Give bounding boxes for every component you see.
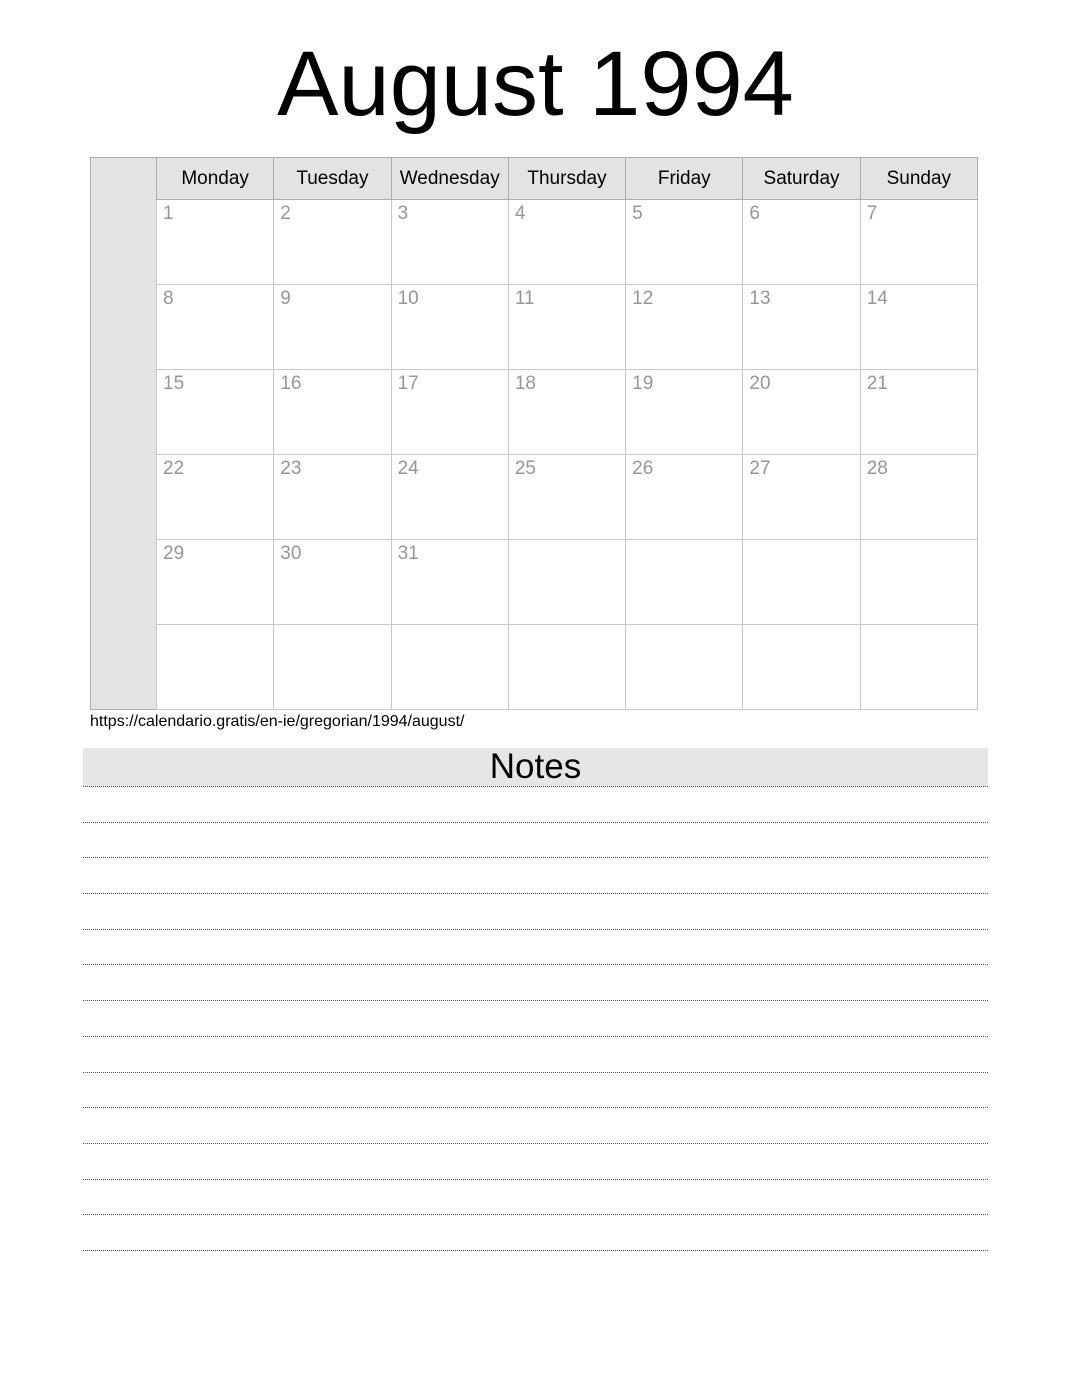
day-cell-8: 8	[157, 285, 274, 370]
note-line	[83, 930, 988, 966]
day-cell-empty	[860, 625, 977, 710]
weekday-header-sunday: Sunday	[860, 158, 977, 200]
day-cell-14: 14	[860, 285, 977, 370]
day-cell-2: 2	[274, 200, 391, 285]
day-cell-31: 31	[391, 540, 508, 625]
week-row	[157, 200, 978, 285]
day-cell-17: 17	[391, 370, 508, 455]
day-cell-empty	[743, 625, 860, 710]
day-cell-24: 24	[391, 455, 508, 540]
notes-title: Notes	[489, 747, 582, 786]
day-cell-empty	[860, 540, 977, 625]
notes-header-bar	[83, 748, 988, 787]
weekday-header-wednesday: Wednesday	[391, 158, 508, 200]
day-cell-empty	[626, 540, 743, 625]
day-cell-empty	[508, 625, 625, 710]
notes-area	[83, 787, 988, 1251]
note-line	[83, 1215, 988, 1251]
source-url-text: https://calendario.gratis/en-ie/gregorian/1994/august/	[90, 713, 465, 730]
day-cell-18: 18	[508, 370, 625, 455]
week-row	[157, 625, 978, 710]
day-cell-21: 21	[860, 370, 977, 455]
day-cell-9: 9	[274, 285, 391, 370]
calendar-table	[156, 157, 978, 710]
note-line	[83, 1037, 988, 1073]
day-cell-19: 19	[626, 370, 743, 455]
day-cell-empty	[743, 540, 860, 625]
day-cell-12: 12	[626, 285, 743, 370]
note-line	[83, 1073, 988, 1109]
weekday-header-saturday: Saturday	[743, 158, 860, 200]
note-line	[83, 787, 988, 823]
weekday-header-friday: Friday	[626, 158, 743, 200]
note-line	[83, 894, 988, 930]
day-cell-13: 13	[743, 285, 860, 370]
week-row	[157, 455, 978, 540]
day-cell-27: 27	[743, 455, 860, 540]
day-cell-4: 4	[508, 200, 625, 285]
day-cell-11: 11	[508, 285, 625, 370]
day-cell-25: 25	[508, 455, 625, 540]
page-title: August 1994	[277, 33, 794, 135]
day-cell-16: 16	[274, 370, 391, 455]
day-cell-1: 1	[157, 200, 274, 285]
day-cell-empty	[508, 540, 625, 625]
note-line	[83, 1180, 988, 1216]
note-line	[83, 965, 988, 1001]
note-line	[83, 823, 988, 859]
day-cell-empty	[274, 625, 391, 710]
day-cell-26: 26	[626, 455, 743, 540]
day-cell-empty	[626, 625, 743, 710]
day-cell-29: 29	[157, 540, 274, 625]
day-cell-empty	[391, 625, 508, 710]
day-cell-6: 6	[743, 200, 860, 285]
week-number-column	[90, 157, 157, 710]
note-line	[83, 1108, 988, 1144]
day-cell-5: 5	[626, 200, 743, 285]
week-row	[157, 540, 978, 625]
weekday-header-thursday: Thursday	[508, 158, 625, 200]
day-cell-empty	[157, 625, 274, 710]
day-cell-30: 30	[274, 540, 391, 625]
day-cell-7: 7	[860, 200, 977, 285]
week-row	[157, 370, 978, 455]
day-cell-3: 3	[391, 200, 508, 285]
note-line	[83, 858, 988, 894]
day-cell-23: 23	[274, 455, 391, 540]
weekday-header-row	[157, 158, 978, 200]
day-cell-10: 10	[391, 285, 508, 370]
day-cell-15: 15	[157, 370, 274, 455]
day-cell-22: 22	[157, 455, 274, 540]
note-line	[83, 1144, 988, 1180]
day-cell-28: 28	[860, 455, 977, 540]
note-line	[83, 1001, 988, 1037]
day-cell-20: 20	[743, 370, 860, 455]
weekday-header-monday: Monday	[157, 158, 274, 200]
week-row	[157, 285, 978, 370]
weekday-header-tuesday: Tuesday	[274, 158, 391, 200]
